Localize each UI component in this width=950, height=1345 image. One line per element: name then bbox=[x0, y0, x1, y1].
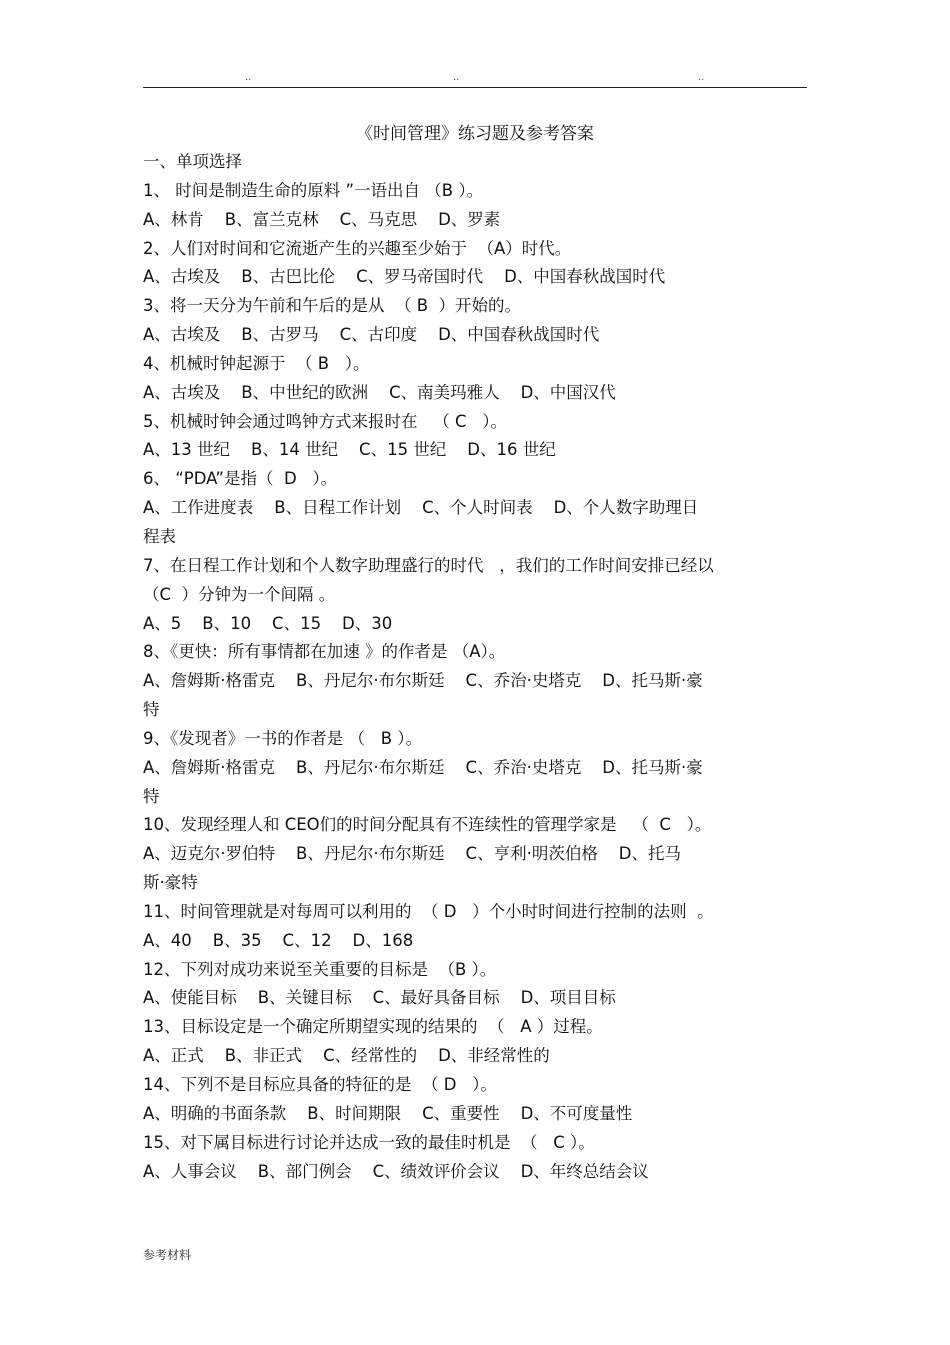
options-6: A、工作进度表 B、日程工作计划 C、个人时间表 D、个人数字助理日 bbox=[143, 498, 699, 518]
question-11: 11、时间管理就是对每周可以利用的 （ D ）个小时时间进行控制的法则 。 bbox=[143, 901, 714, 921]
options-5: A、13 世纪 B、14 世纪 C、15 世纪 D、16 世纪 bbox=[143, 440, 556, 460]
question-9: 9、《发现者》一书的作者是 （ B ）。 bbox=[143, 728, 423, 748]
options-14: A、明确的书面条款 B、时间期限 C、重要性 D、不可度量性 bbox=[143, 1103, 633, 1123]
page-header-marks bbox=[0, 72, 950, 86]
question-8: 8、《更快：所有事情都在加速 》的作者是 （A）。 bbox=[143, 642, 506, 662]
question-7-cont: （C ）分钟为一个间隔 。 bbox=[143, 584, 336, 604]
question-15: 15、对下属目标进行讨论并达成一致的最佳时机是 （ C ）。 bbox=[143, 1132, 595, 1152]
question-list bbox=[143, 148, 813, 1186]
header-mark-center: .. bbox=[453, 72, 460, 83]
page-footer: 参考材料 bbox=[143, 1248, 192, 1262]
question-12: 12、下列对成功来说至关重要的目标是 （B ）。 bbox=[143, 959, 497, 979]
question-14: 14、下列不是目标应具备的特征的是 （ D ）。 bbox=[143, 1075, 497, 1094]
question-2: 2、人们对时间和它流逝产生的兴趣至少始于 （A）时代。 bbox=[143, 238, 572, 258]
question-6: 6、 “PDA”是指（ D ）。 bbox=[143, 469, 338, 489]
options-6-cont: 程表 bbox=[143, 526, 176, 546]
options-8-cont: 特 bbox=[143, 700, 160, 720]
options-15: A、人事会议 B、部门例会 C、绩效评价会议 D、年终总结会议 bbox=[143, 1161, 649, 1181]
question-10: 10、发现经理人和 CEO们的时间分配具有不连续性的管理学家是 （ C ）。 bbox=[143, 815, 712, 835]
options-9-cont: 特 bbox=[143, 786, 160, 806]
header-mark-left: .. bbox=[245, 72, 252, 83]
question-13: 13、目标设定是一个确定所期望实现的结果的 （ A ）过程。 bbox=[143, 1017, 603, 1037]
section-heading: 一、单项选择 bbox=[143, 152, 242, 171]
options-1: A、林肯 B、富兰克林 C、马克思 D、罗素 bbox=[143, 209, 501, 229]
document-title: 《时间管理》练习题及参考答案 bbox=[356, 124, 594, 144]
options-4: A、古埃及 B、中世纪的欧洲 C、南美玛雅人 D、中国汉代 bbox=[143, 382, 616, 402]
options-10-cont: 斯·豪特 bbox=[143, 873, 198, 893]
header-rule bbox=[143, 87, 807, 88]
options-9: A、詹姆斯·格雷克 B、丹尼尔·布尔斯廷 C、乔治·史塔克 D、托马斯·豪 bbox=[143, 757, 703, 777]
options-3: A、古埃及 B、古罗马 C、古印度 D、中国春秋战国时代 bbox=[143, 325, 600, 345]
options-11: A、40 B、35 C、12 D、168 bbox=[143, 930, 414, 950]
options-7: A、5 B、10 C、15 D、30 bbox=[143, 613, 393, 633]
question-3: 3、将一天分为午前和午后的是从 （ B ）开始的。 bbox=[143, 296, 522, 316]
question-7: 7、在日程工作计划和个人数字助理盛行的时代 ，我们的工作时间安排已经以 bbox=[143, 555, 714, 575]
header-mark-right: .. bbox=[698, 72, 705, 83]
options-8: A、詹姆斯·格雷克 B、丹尼尔·布尔斯廷 C、乔治·史塔克 D、托马斯·豪 bbox=[143, 671, 703, 691]
options-13: A、正式 B、非正式 C、经常性的 D、非经常性的 bbox=[143, 1046, 550, 1066]
question-4: 4、机械时钟起源于 （ B ）。 bbox=[143, 353, 370, 373]
options-2: A、古埃及 B、古巴比伦 C、罗马帝国时代 D、中国春秋战国时代 bbox=[143, 267, 666, 287]
question-1: 1、 时间是制造生命的原料 ”一语出自 （B ）。 bbox=[143, 180, 484, 200]
options-10: A、迈克尔·罗伯特 B、丹尼尔·布尔斯廷 C、亨利·明茨伯格 D、托马 bbox=[143, 844, 682, 864]
question-5: 5、机械时钟会通过鸣钟方式来报时在 （ C ）。 bbox=[143, 411, 507, 431]
options-12: A、使能目标 B、关键目标 C、最好具备目标 D、项目目标 bbox=[143, 988, 616, 1008]
